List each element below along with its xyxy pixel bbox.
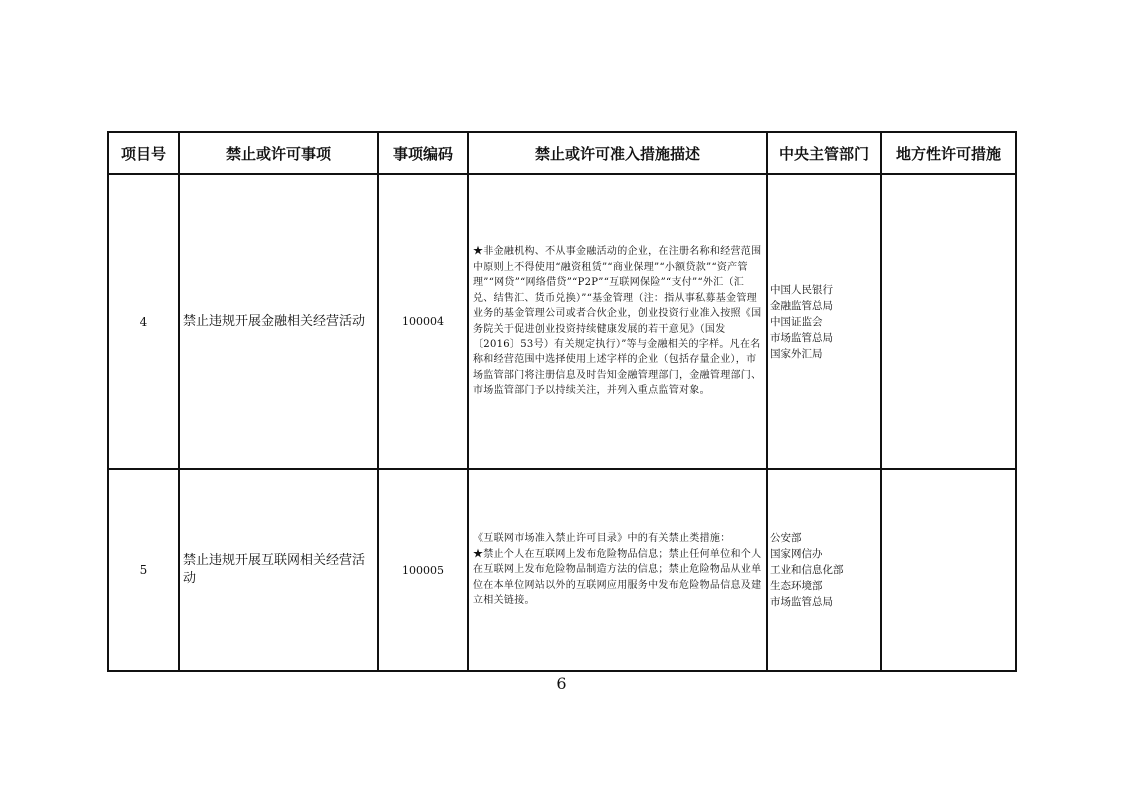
description-paragraph: ★非金融机构、不从事金融活动的企业，在注册名称和经营范围中原则上不得使用“融资租赁”“商业保理”“小额贷款”“资产管理”“网贷”“网络借贷”“P2P”“互联网保险”“支付”“外汇（汇兑、结售汇、货币兑换）”“基金管理（注：指从事私募基金管理业务的基金管理公司或者合伙企业，创业投资行业准入按照《国务院关于促进创业投资持续健康发展的若干意见》（国发〔2016〕53号）有关规定执行）”等与金融相关的字样。凡在名称和经营范围中选择使用上述字样的企业（包括存量企业），市场监管部门将注册信息及时告知金融管理部门，金融管理部门、市场监管部门予以持续关注，并列入重点监管对象。 [473, 246, 762, 397]
measure-description [468, 469, 767, 671]
central-departments [767, 174, 881, 469]
item-code: 100005 [378, 469, 468, 671]
local-measures [881, 174, 1016, 469]
department-name: 中国证监会 [770, 315, 823, 328]
item-code: 100004 [378, 174, 468, 469]
header-central-department: 中央主管部门 [767, 132, 881, 174]
header-measure-description: 禁止或许可准入措施描述 [468, 132, 767, 174]
central-departments [767, 469, 881, 671]
access-list-table [107, 131, 1017, 672]
department-name: 国家网信办 [770, 548, 823, 560]
header-item: 禁止或许可事项 [179, 132, 378, 174]
item-name: 禁止违规开展金融相关经营活动 [179, 174, 378, 469]
item-number: 4 [108, 174, 179, 469]
description-paragraph: 《互联网市场准入禁止许可目录》中的有关禁止类措施： [473, 533, 731, 545]
department-name: 市场监管总局 [770, 331, 833, 344]
department-name: 生态环境部 [770, 580, 823, 592]
measure-description [468, 174, 767, 469]
description-paragraph: ★禁止个人在互联网上发布危险物品信息；禁止任何单位和个人在互联网上发布危险物品制造方法的信息；禁止危险物品从业单位在本单位网站以外的互联网应用服务中发布危险物品信息及建立相关链接。 [473, 548, 762, 607]
header-item-number: 项目号 [108, 132, 179, 174]
table-header-row [108, 132, 1016, 174]
item-name: 禁止违规开展互联网相关经营活动 [179, 469, 378, 671]
item-number: 5 [108, 469, 179, 671]
local-measures [881, 469, 1016, 671]
department-name: 金融监管总局 [770, 299, 833, 312]
department-name: 工业和信息化部 [770, 564, 844, 576]
department-name: 公安部 [770, 532, 802, 544]
table-row [108, 174, 1016, 469]
page-number: 6 [556, 674, 567, 693]
table-row [108, 469, 1016, 671]
department-name: 中国人民银行 [770, 283, 833, 296]
department-name: 国家外汇局 [770, 347, 823, 360]
department-name: 市场监管总局 [770, 596, 833, 608]
header-item-code: 事项编码 [378, 132, 468, 174]
header-local-measures: 地方性许可措施 [881, 132, 1016, 174]
